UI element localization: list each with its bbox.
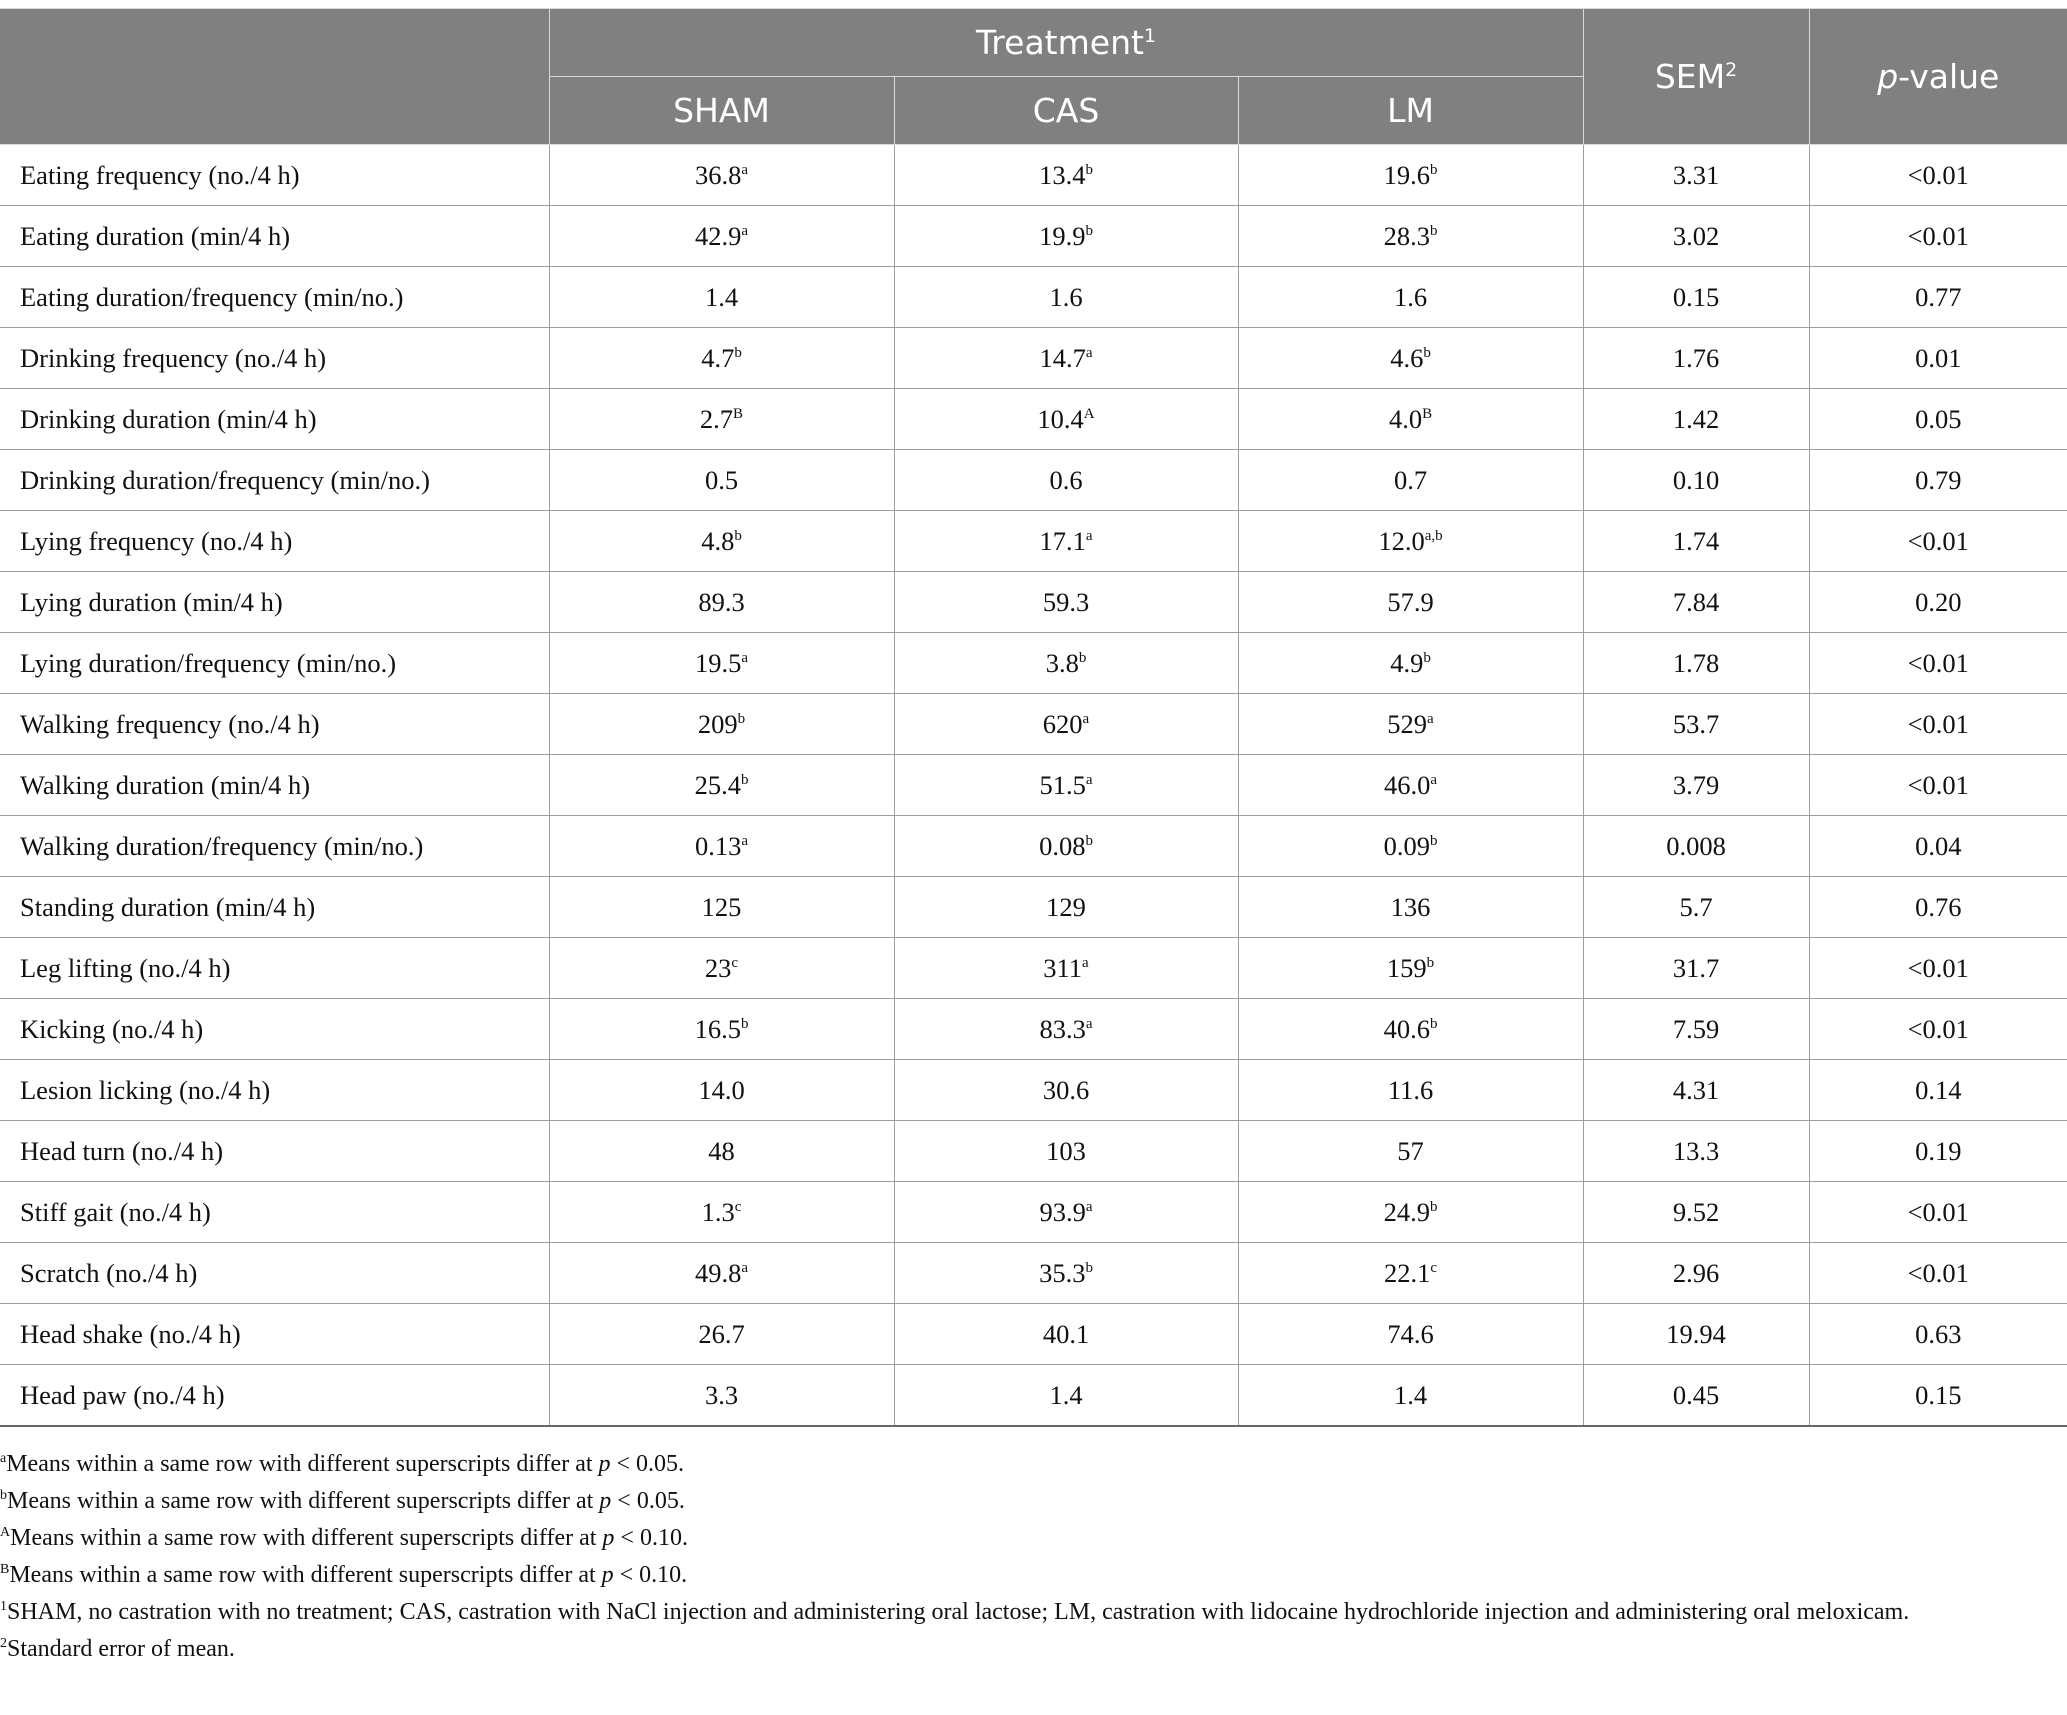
p-value: 0.05 [1809,389,2067,450]
lm-value: 46.0$^a$ [1238,755,1583,816]
sem-value: 0.10 [1583,450,1809,511]
p-value: <0.01 [1809,206,2067,267]
table-row [0,816,2067,877]
p-value: 0.63 [1809,1304,2067,1365]
sham-value: 4.7$^b$ [549,328,894,389]
lm-value: 0.09$^b$ [1238,816,1583,877]
superscript-letter: b [1429,161,1438,178]
table-row [0,145,2067,206]
cas-value: 35.3$^b$ [894,1243,1238,1304]
sem-value: 19.94 [1583,1304,1809,1365]
sham-value: $2.7^B$ [549,389,894,450]
cas-value: 1.4 [894,1365,1238,1427]
superscript-letter: a [741,1259,749,1276]
cas-value: $10.4^A$ [894,389,1238,450]
row-label: Walking frequency (no./4 h) [0,694,549,755]
cas-value: 93.9$^a$ [894,1182,1238,1243]
p-value: <0.01 [1809,145,2067,206]
row-label: Walking duration (min/4 h) [0,755,549,816]
lm-value: 19.6$^b$ [1238,145,1583,206]
sham-value: 14.0 [549,1060,894,1121]
superscript-letter: a [1082,954,1089,971]
sham-value: 16.5$^b$ [549,999,894,1060]
superscript-letter: a [1085,1198,1093,1215]
superscript-letter: b [734,527,742,544]
sem-value: 3.31 [1583,145,1809,206]
row-label: Kicking (no./4 h) [0,999,549,1060]
superscript-letter: a,b [1424,527,1443,544]
table-row [0,633,2067,694]
header-row-1 [0,9,2067,77]
lm-value: 57 [1238,1121,1583,1182]
row-label: Lesion licking (no./4 h) [0,1060,549,1121]
sem-value: 0.45 [1583,1365,1809,1427]
lm-value: 40.6$^b$ [1238,999,1583,1060]
lm-value: 1.6 [1238,267,1583,328]
lm-value: 24.9$^b$ [1238,1182,1583,1243]
superscript-letter: a [1430,771,1438,788]
lm-value: 136 [1238,877,1583,938]
sem-value: 31.7 [1583,938,1809,999]
superscript-letter: c [734,1198,742,1215]
lm-value: 22.1$^c$ [1238,1243,1583,1304]
sham-value: 36.8$^a$ [549,145,894,206]
superscript-letter: a [741,222,749,239]
lm-value: 4.9$^b$ [1238,633,1583,694]
p-value: 0.76 [1809,877,2067,938]
sem-value: 1.42 [1583,389,1809,450]
cas-value: 129 [894,877,1238,938]
table-row [0,755,2067,816]
footnote: $^B$Means within a same row with different superscripts differ at p < 0.10. [0,1562,688,1588]
p-value: 0.04 [1809,816,2067,877]
superscript-letter: a [741,649,749,666]
row-label: Lying frequency (no./4 h) [0,511,549,572]
superscript-letter: b [1429,222,1438,239]
p-value: <0.01 [1809,694,2067,755]
row-label: Standing duration (min/4 h) [0,877,549,938]
superscript-letter: b [1426,954,1435,971]
sham-value: 0.13$^a$ [549,816,894,877]
cas-value: 59.3 [894,572,1238,633]
superscript-letter: a [1427,710,1434,727]
p-value: <0.01 [1809,511,2067,572]
cas-value: 311$^a$ [894,938,1238,999]
sem-value: 3.79 [1583,755,1809,816]
p-value: <0.01 [1809,999,2067,1060]
lm-header: LM [1238,77,1583,145]
header-corner [0,9,549,145]
lm-value: 28.3$^b$ [1238,206,1583,267]
row-label: Lying duration (min/4 h) [0,572,549,633]
row-label: Stiff gait (no./4 h) [0,1182,549,1243]
sham-value: 26.7 [549,1304,894,1365]
sham-header: SHAM [549,77,894,145]
table-row [0,1243,2067,1304]
footnote: $^a$Means within a same row with different superscripts differ at p < 0.05. [0,1451,685,1477]
table-row [0,938,2067,999]
row-label: Head turn (no./4 h) [0,1121,549,1182]
row-label: Lying duration/frequency (min/no.) [0,633,549,694]
p-value: 0.77 [1809,267,2067,328]
sem-value: 9.52 [1583,1182,1809,1243]
row-label: Head shake (no./4 h) [0,1304,549,1365]
row-label: Eating duration (min/4 h) [0,206,549,267]
superscript-letter: b [1085,161,1093,178]
sham-value: 48 [549,1121,894,1182]
pvalue-header: p-value [1809,9,2067,145]
table-row [0,1121,2067,1182]
p-value: <0.01 [1809,755,2067,816]
row-label: Walking duration/frequency (min/no.) [0,816,549,877]
lm-value: 0.7 [1238,450,1583,511]
sham-value: 209$^b$ [549,694,894,755]
sem-value: 3.02 [1583,206,1809,267]
sem-value: 7.84 [1583,572,1809,633]
superscript-letter: a [1085,1015,1093,1032]
superscript-letter: b [740,1015,749,1032]
row-label: Drinking duration (min/4 h) [0,389,549,450]
sem-header: SEM$^2$ [1583,9,1809,145]
sham-value: 1.4 [549,267,894,328]
p-value: 0.14 [1809,1060,2067,1121]
cas-value: 40.1 [894,1304,1238,1365]
superscript-letter: c [731,954,739,971]
superscript-letter: b [1429,1015,1438,1032]
p-value: <0.01 [1809,938,2067,999]
cas-value: 51.5$^a$ [894,755,1238,816]
cas-value: 0.08$^b$ [894,816,1238,877]
cas-value: 620$^a$ [894,694,1238,755]
sem-value: 7.59 [1583,999,1809,1060]
superscript-letter: b [737,710,746,727]
superscript-letter: a [1082,710,1090,727]
lm-value: 57.9 [1238,572,1583,633]
sham-value: 4.8$^b$ [549,511,894,572]
row-label: Scratch (no./4 h) [0,1243,549,1304]
sem-value: 53.7 [1583,694,1809,755]
sem-value: 0.008 [1583,816,1809,877]
p-value: 0.79 [1809,450,2067,511]
cas-header: CAS [894,77,1238,145]
table-row [0,328,2067,389]
superscript-letter: b [740,771,749,788]
cas-value: 103 [894,1121,1238,1182]
table-row [0,1304,2067,1365]
footnote: $^2$Standard error of mean. [0,1636,235,1662]
superscript-letter: b [734,344,742,361]
p-value: <0.01 [1809,1243,2067,1304]
superscript-letter: B [1422,405,1433,422]
superscript-letter: b [1085,1259,1093,1276]
sem-value: 1.76 [1583,328,1809,389]
row-label: Drinking duration/frequency (min/no.) [0,450,549,511]
sem-value: 0.15 [1583,267,1809,328]
row-label: Eating duration/frequency (min/no.) [0,267,549,328]
table-row [0,511,2067,572]
footnote: $^b$Means within a same row with different superscripts differ at p < 0.05. [0,1488,685,1514]
table-body [0,145,2067,1427]
sem-value: 5.7 [1583,877,1809,938]
superscript-letter: b [1429,832,1438,849]
treatment-header: Treatment$^1$ [549,9,1583,77]
superscript-letter: c [1430,1259,1438,1276]
cas-value: 14.7$^a$ [894,328,1238,389]
row-label: Drinking frequency (no./4 h) [0,328,549,389]
table-row [0,1060,2067,1121]
cas-value: 17.1$^a$ [894,511,1238,572]
sham-value: 1.3$^c$ [549,1182,894,1243]
table-row [0,389,2067,450]
cas-value: 1.6 [894,267,1238,328]
lm-value: $4.0^B$ [1238,389,1583,450]
footnote: $^A$Means within a same row with different superscripts differ at p < 0.10. [0,1525,688,1551]
lm-value: 4.6$^b$ [1238,328,1583,389]
p-value: 0.15 [1809,1365,2067,1427]
table-row [0,572,2067,633]
sem-value: 13.3 [1583,1121,1809,1182]
superscript-letter: A [1083,405,1095,422]
superscript-letter: b [1429,1198,1438,1215]
superscript-letter: B [733,405,744,422]
sham-value: 25.4$^b$ [549,755,894,816]
results-table [0,8,2067,1427]
sham-value: 125 [549,877,894,938]
sham-value: 89.3 [549,572,894,633]
table-row [0,877,2067,938]
p-value: <0.01 [1809,633,2067,694]
superscript-letter: b [1423,344,1431,361]
table-row [0,999,2067,1060]
superscript-letter: b [1423,649,1431,666]
p-value: <0.01 [1809,1182,2067,1243]
sham-value: 23$^c$ [549,938,894,999]
lm-value: 529$^a$ [1238,694,1583,755]
sem-value: 1.78 [1583,633,1809,694]
row-label: Leg lifting (no./4 h) [0,938,549,999]
superscript-letter: b [1085,222,1093,239]
p-value: 0.19 [1809,1121,2067,1182]
cas-value: 3.8$^b$ [894,633,1238,694]
sham-value: 42.9$^a$ [549,206,894,267]
table-row [0,1182,2067,1243]
superscript-letter: a [1085,771,1093,788]
row-label: Eating frequency (no./4 h) [0,145,549,206]
p-value: 0.20 [1809,572,2067,633]
sham-value: 3.3 [549,1365,894,1427]
sham-value: 0.5 [549,450,894,511]
lm-value: 159$^b$ [1238,938,1583,999]
table-row [0,694,2067,755]
footnote: $^1$SHAM, no castration with no treatment; CAS, castration with NaCl injection and administering oral lactose; LM, castration with lidocaine hydrochloride injection and administering oral meloxicam. [0,1599,1910,1625]
table-row [0,1365,2067,1427]
cas-value: 19.9$^b$ [894,206,1238,267]
table-row [0,267,2067,328]
lm-value: 11.6 [1238,1060,1583,1121]
cas-value: 0.6 [894,450,1238,511]
superscript-letter: a [1085,527,1093,544]
superscript-letter: a [741,161,749,178]
row-label: Head paw (no./4 h) [0,1365,549,1427]
sham-value: 19.5$^a$ [549,633,894,694]
lm-value: 74.6 [1238,1304,1583,1365]
cas-value: 13.4$^b$ [894,145,1238,206]
superscript-letter: b [1085,832,1093,849]
sham-value: 49.8$^a$ [549,1243,894,1304]
table-row [0,450,2067,511]
cas-value: 30.6 [894,1060,1238,1121]
cas-value: 83.3$^a$ [894,999,1238,1060]
table-footnotes [0,1446,2040,1668]
sem-value: 1.74 [1583,511,1809,572]
p-value: 0.01 [1809,328,2067,389]
superscript-letter: a [741,832,749,849]
lm-value: 1.4 [1238,1365,1583,1427]
table-row [0,206,2067,267]
superscript-letter: a [1085,344,1093,361]
lm-value: 12.0$^{a,b}$ [1238,511,1583,572]
sem-value: 4.31 [1583,1060,1809,1121]
superscript-letter: b [1078,649,1087,666]
sem-value: 2.96 [1583,1243,1809,1304]
